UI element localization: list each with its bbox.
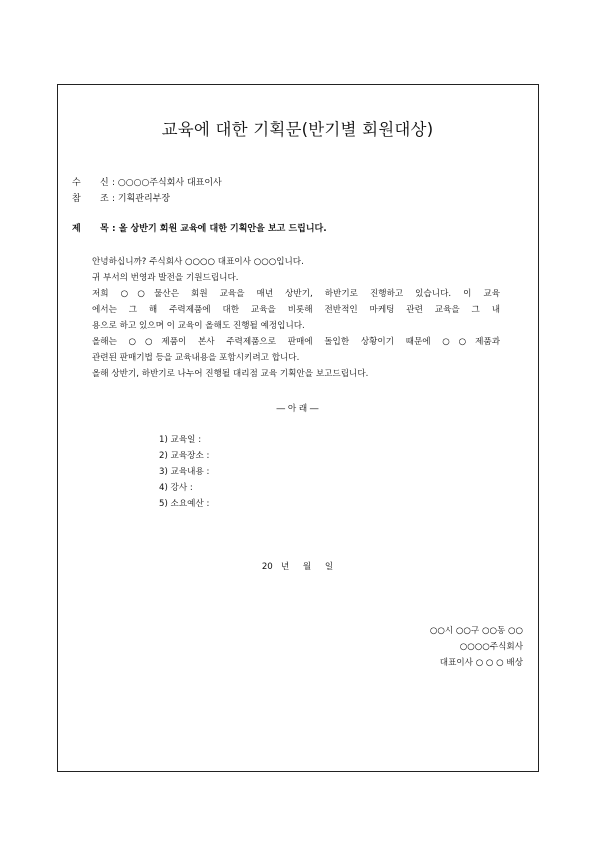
body-line-4: 에서는 그 해 주력제품에 대한 교육을 비롯해 전반적인 마케팅 관련 교육을 그 내	[92, 305, 500, 315]
recipient-row	[72, 178, 222, 189]
body-line-8: 올해 상반기, 하반기로 나누어 진행될 대리점 교육 기획안을 보고드립니다.	[92, 369, 369, 379]
item-location: 2) 교육장소 :	[159, 451, 210, 461]
body-line-2: 귀 부서의 번영과 발전을 기원드립니다.	[92, 273, 239, 283]
body-line-6: 올해는 ○○제품이 본사 주력제품으로 판매에 돌입한 상황이기 때문에 ○○제품과	[92, 337, 500, 347]
subject-label-1: 제	[72, 224, 81, 234]
reference-label-1: 참	[72, 194, 81, 204]
reference-label-2: 조	[100, 194, 109, 204]
body-line-3: 저희 ○○물산은 회원 교육을 매년 상반기, 하반기로 진행하고 있습니다. 이 교육	[92, 289, 500, 299]
signature-ceo: 대표이사 ○ ○ ○ 배상	[439, 658, 523, 668]
body-line-1: 안녕하십니까? 주식회사 ○○○○ 대표이사 ○○○입니다.	[92, 257, 304, 267]
recipient-value: : ○○○○주식회사 대표이사	[112, 178, 222, 188]
subject-value: : 올 상반기 회원 교육에 대한 기획안을 보고 드립니다.	[112, 224, 327, 234]
subject-row	[72, 224, 327, 235]
body-line-7: 관련된 판매기법 등을 교육내용을 포함시키려고 합니다.	[92, 353, 300, 363]
signature-address: ○○시 ○○구 ○○동 ○○	[429, 626, 523, 636]
date-line: 20 년 월 일	[261, 562, 334, 572]
document-title: 교육에 대한 기획문(반기별 회원대상)	[161, 120, 434, 139]
reference-value: : 기획관리부장	[112, 194, 171, 204]
recipient-label-1: 수	[72, 178, 81, 188]
item-date: 1) 교육일 :	[159, 435, 202, 445]
notice-heading: ― 아 래 ―	[276, 404, 319, 414]
item-instructor: 4) 강사 :	[159, 483, 193, 493]
item-content: 3) 교육내용 :	[159, 467, 210, 477]
subject-label-2: 목	[100, 224, 109, 234]
item-budget: 5) 소요예산 :	[159, 499, 210, 509]
signature-company: ○○○○주식회사	[459, 642, 523, 652]
body-line-5: 용으로 하고 있으며 이 교육이 올해도 진행될 예정입니다.	[92, 321, 305, 331]
reference-row	[72, 194, 170, 205]
recipient-label-2: 신	[100, 178, 109, 188]
